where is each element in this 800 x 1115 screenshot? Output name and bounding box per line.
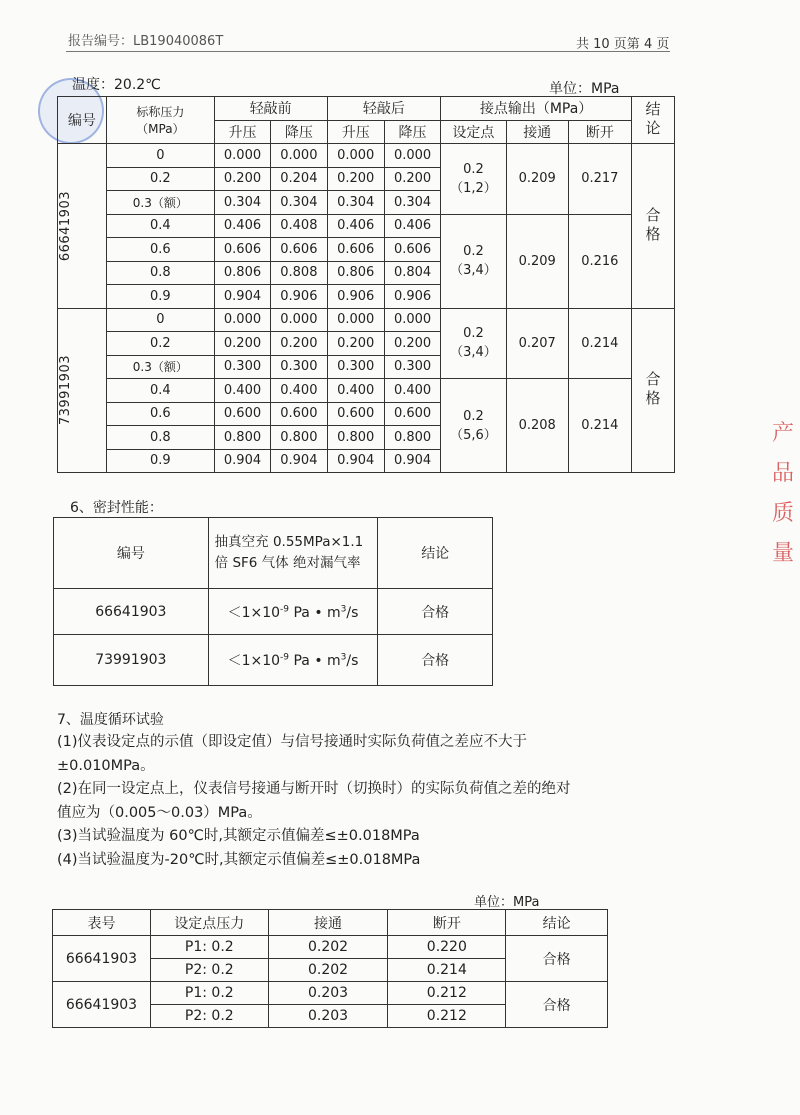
device-id: 73991903 <box>58 308 107 473</box>
nominal-cell: 0.6 <box>106 238 214 262</box>
report-number: 报告编号：LB19040086T <box>68 34 224 49</box>
tc-set: P2: 0.2 <box>150 959 268 982</box>
col-on: 接通 <box>506 120 568 144</box>
col-after-down: 降压 <box>384 120 440 144</box>
table-row <box>58 379 675 403</box>
leak-rate: $<1\times 10^{-9}$ Pa • $m^3/s$ <box>208 589 378 635</box>
nominal-cell: 0.6 <box>106 402 214 426</box>
value-cell: 0.406 <box>384 214 440 238</box>
tc-on: 0.203 <box>268 982 388 1005</box>
value-cell: 0.906 <box>384 285 440 309</box>
red-seal-stamp: 产 品 质 量 <box>771 421 794 566</box>
col-no: 编号 <box>58 97 107 144</box>
value-cell: 0.808 <box>271 261 327 285</box>
seal-concl: 合格 <box>378 635 493 686</box>
table-row <box>58 214 675 238</box>
temp-cycle-table <box>52 909 608 1028</box>
conclusion-cell: 合格 <box>631 308 674 473</box>
tc-off: 0.212 <box>388 982 506 1005</box>
value-cell: 0.408 <box>271 214 327 238</box>
seal-col-concl: 结论 <box>378 518 493 589</box>
tc-id: 66641903 <box>53 936 151 982</box>
table-row <box>54 589 493 635</box>
value-cell: 0.904 <box>214 449 270 473</box>
nominal-cell: 0.4 <box>106 379 214 403</box>
value-cell: 0.000 <box>271 308 327 332</box>
value-cell: 0.300 <box>271 355 327 379</box>
value-cell: 0.800 <box>327 426 384 450</box>
col-before-tap: 轻敲前 <box>214 97 327 121</box>
value-cell: 0.400 <box>214 379 270 403</box>
value-cell: 0.606 <box>271 238 327 262</box>
value-cell: 0.000 <box>327 144 384 168</box>
value-cell: 0.906 <box>327 285 384 309</box>
nominal-cell: 0.4 <box>106 214 214 238</box>
value-cell: 0.304 <box>271 191 327 215</box>
table-row <box>58 308 675 332</box>
value-cell: 0.400 <box>327 379 384 403</box>
tc-col-set: 设定点压力 <box>150 910 268 936</box>
nominal-cell: 0.3（额） <box>106 355 214 379</box>
seal-table <box>53 517 493 686</box>
value-cell: 0.200 <box>384 167 440 191</box>
seal-col-no: 编号 <box>54 518 209 589</box>
value-cell: 0.806 <box>327 261 384 285</box>
seal-id: 73991903 <box>54 635 209 686</box>
tc-id: 66641903 <box>53 982 151 1028</box>
temp-cycle-unit: 单位：MPa <box>474 895 540 910</box>
value-cell: 0.304 <box>384 191 440 215</box>
seal-id: 66641903 <box>54 589 209 635</box>
col-before-down: 降压 <box>271 120 327 144</box>
value-cell: 0.904 <box>327 449 384 473</box>
value-cell: 0.204 <box>271 167 327 191</box>
value-cell: 0.000 <box>214 144 270 168</box>
value-cell: 0.000 <box>327 308 384 332</box>
col-off: 断开 <box>568 120 631 144</box>
value-cell: 0.400 <box>271 379 327 403</box>
value-cell: 0.600 <box>271 402 327 426</box>
off-cell: 0.214 <box>568 379 631 473</box>
tc-off: 0.212 <box>388 1005 506 1028</box>
value-cell: 0.906 <box>271 285 327 309</box>
value-cell: 0.200 <box>214 332 270 356</box>
value-cell: 0.300 <box>214 355 270 379</box>
value-cell: 0.300 <box>384 355 440 379</box>
setpoint-cell: 0.2 （3,4） <box>441 308 506 379</box>
col-contact-output: 接点输出（MPa） <box>441 97 632 121</box>
device-id: 66641903 <box>58 144 107 309</box>
page-indicator: 共 10 页第 4 页 <box>576 37 670 52</box>
off-cell: 0.214 <box>568 308 631 379</box>
temperature-label: 温度：20.2℃ <box>72 77 161 93</box>
col-before-up: 升压 <box>214 120 270 144</box>
off-cell: 0.216 <box>568 214 631 308</box>
value-cell: 0.200 <box>214 167 270 191</box>
value-cell: 0.600 <box>327 402 384 426</box>
tc-on: 0.203 <box>268 1005 388 1028</box>
col-nominal: 标称压力 （MPa） <box>106 97 214 144</box>
value-cell: 0.400 <box>384 379 440 403</box>
value-cell: 0.200 <box>271 332 327 356</box>
value-cell: 0.806 <box>214 261 270 285</box>
table-row <box>58 144 675 168</box>
value-cell: 0.804 <box>384 261 440 285</box>
temp-cycle-title: 7、温度循环试验 <box>57 712 164 728</box>
nominal-cell: 0.2 <box>106 332 214 356</box>
tc-on: 0.202 <box>268 959 388 982</box>
value-cell: 0.200 <box>327 167 384 191</box>
value-cell: 0.600 <box>384 402 440 426</box>
value-cell: 0.000 <box>214 308 270 332</box>
value-cell: 0.600 <box>214 402 270 426</box>
on-cell: 0.209 <box>506 144 568 215</box>
conclusion-cell: 合格 <box>631 144 674 309</box>
seal-col-test: 抽真空充 0.55MPa×1.1 倍 SF6 气体 绝对漏气率 <box>208 518 378 589</box>
header-divider <box>66 51 670 52</box>
seal-section-title: 6、密封性能： <box>70 500 163 516</box>
tc-concl: 合格 <box>506 936 608 982</box>
table-row <box>53 982 608 1005</box>
value-cell: 0.606 <box>214 238 270 262</box>
tc-set: P1: 0.2 <box>150 936 268 959</box>
value-cell: 0.304 <box>214 191 270 215</box>
unit-label: 单位：MPa <box>549 81 620 97</box>
tc-concl: 合格 <box>506 982 608 1028</box>
value-cell: 0.406 <box>327 214 384 238</box>
value-cell: 0.406 <box>214 214 270 238</box>
setpoint-cell: 0.2 （5,6） <box>441 379 506 473</box>
value-cell: 0.000 <box>271 144 327 168</box>
setpoint-cell: 0.2 （1,2） <box>441 144 506 215</box>
table-row <box>54 635 493 686</box>
col-after-tap: 轻敲后 <box>327 97 441 121</box>
tc-col-on: 接通 <box>268 910 388 936</box>
col-setpoint: 设定点 <box>441 120 506 144</box>
value-cell: 0.606 <box>327 238 384 262</box>
value-cell: 0.000 <box>384 144 440 168</box>
value-cell: 0.800 <box>271 426 327 450</box>
leak-rate: $<1\times 10^{-9}$ Pa • $m^3/s$ <box>208 635 378 686</box>
on-cell: 0.208 <box>506 379 568 473</box>
value-cell: 0.200 <box>327 332 384 356</box>
value-cell: 0.904 <box>384 449 440 473</box>
nominal-cell: 0 <box>106 308 214 332</box>
nominal-cell: 0.9 <box>106 285 214 309</box>
value-cell: 0.904 <box>214 285 270 309</box>
value-cell: 0.800 <box>214 426 270 450</box>
value-cell: 0.000 <box>384 308 440 332</box>
value-cell: 0.300 <box>327 355 384 379</box>
temp-cycle-requirements: (1)仪表设定点的示值（即设定值）与信号接通时实际负荷值之差应不大于 ±0.010MPa。 (2)在同一设定点上，仪表信号接通与断开时（切换时）的实际负荷值之差的绝对 值应为（0.005～0.03）MPa。 (3)当试验温度为 60℃时,其额定示值偏差≤±0.018MPa (4)当试验温度为-20℃时,其额定示值偏差≤±0.018MPa <box>57 734 571 868</box>
table-row <box>53 936 608 959</box>
nominal-cell: 0.3（额） <box>106 191 214 215</box>
tc-set: P1: 0.2 <box>150 982 268 1005</box>
value-cell: 0.904 <box>271 449 327 473</box>
tc-off: 0.220 <box>388 936 506 959</box>
tc-col-concl: 结论 <box>506 910 608 936</box>
nominal-cell: 0.9 <box>106 449 214 473</box>
tc-col-off: 断开 <box>388 910 506 936</box>
nominal-cell: 0.8 <box>106 426 214 450</box>
on-cell: 0.209 <box>506 214 568 308</box>
setpoint-cell: 0.2 （3,4） <box>441 214 506 308</box>
seal-concl: 合格 <box>378 589 493 635</box>
col-conclusion: 结论 <box>631 97 674 144</box>
nominal-cell: 0 <box>106 144 214 168</box>
on-cell: 0.207 <box>506 308 568 379</box>
tc-col-no: 表号 <box>53 910 151 936</box>
tc-off: 0.214 <box>388 959 506 982</box>
value-cell: 0.606 <box>384 238 440 262</box>
tc-on: 0.202 <box>268 936 388 959</box>
calibration-table <box>57 96 675 473</box>
value-cell: 0.200 <box>384 332 440 356</box>
col-after-up: 升压 <box>327 120 384 144</box>
tc-set: P2: 0.2 <box>150 1005 268 1028</box>
value-cell: 0.800 <box>384 426 440 450</box>
nominal-cell: 0.8 <box>106 261 214 285</box>
nominal-cell: 0.2 <box>106 167 214 191</box>
off-cell: 0.217 <box>568 144 631 215</box>
value-cell: 0.304 <box>327 191 384 215</box>
